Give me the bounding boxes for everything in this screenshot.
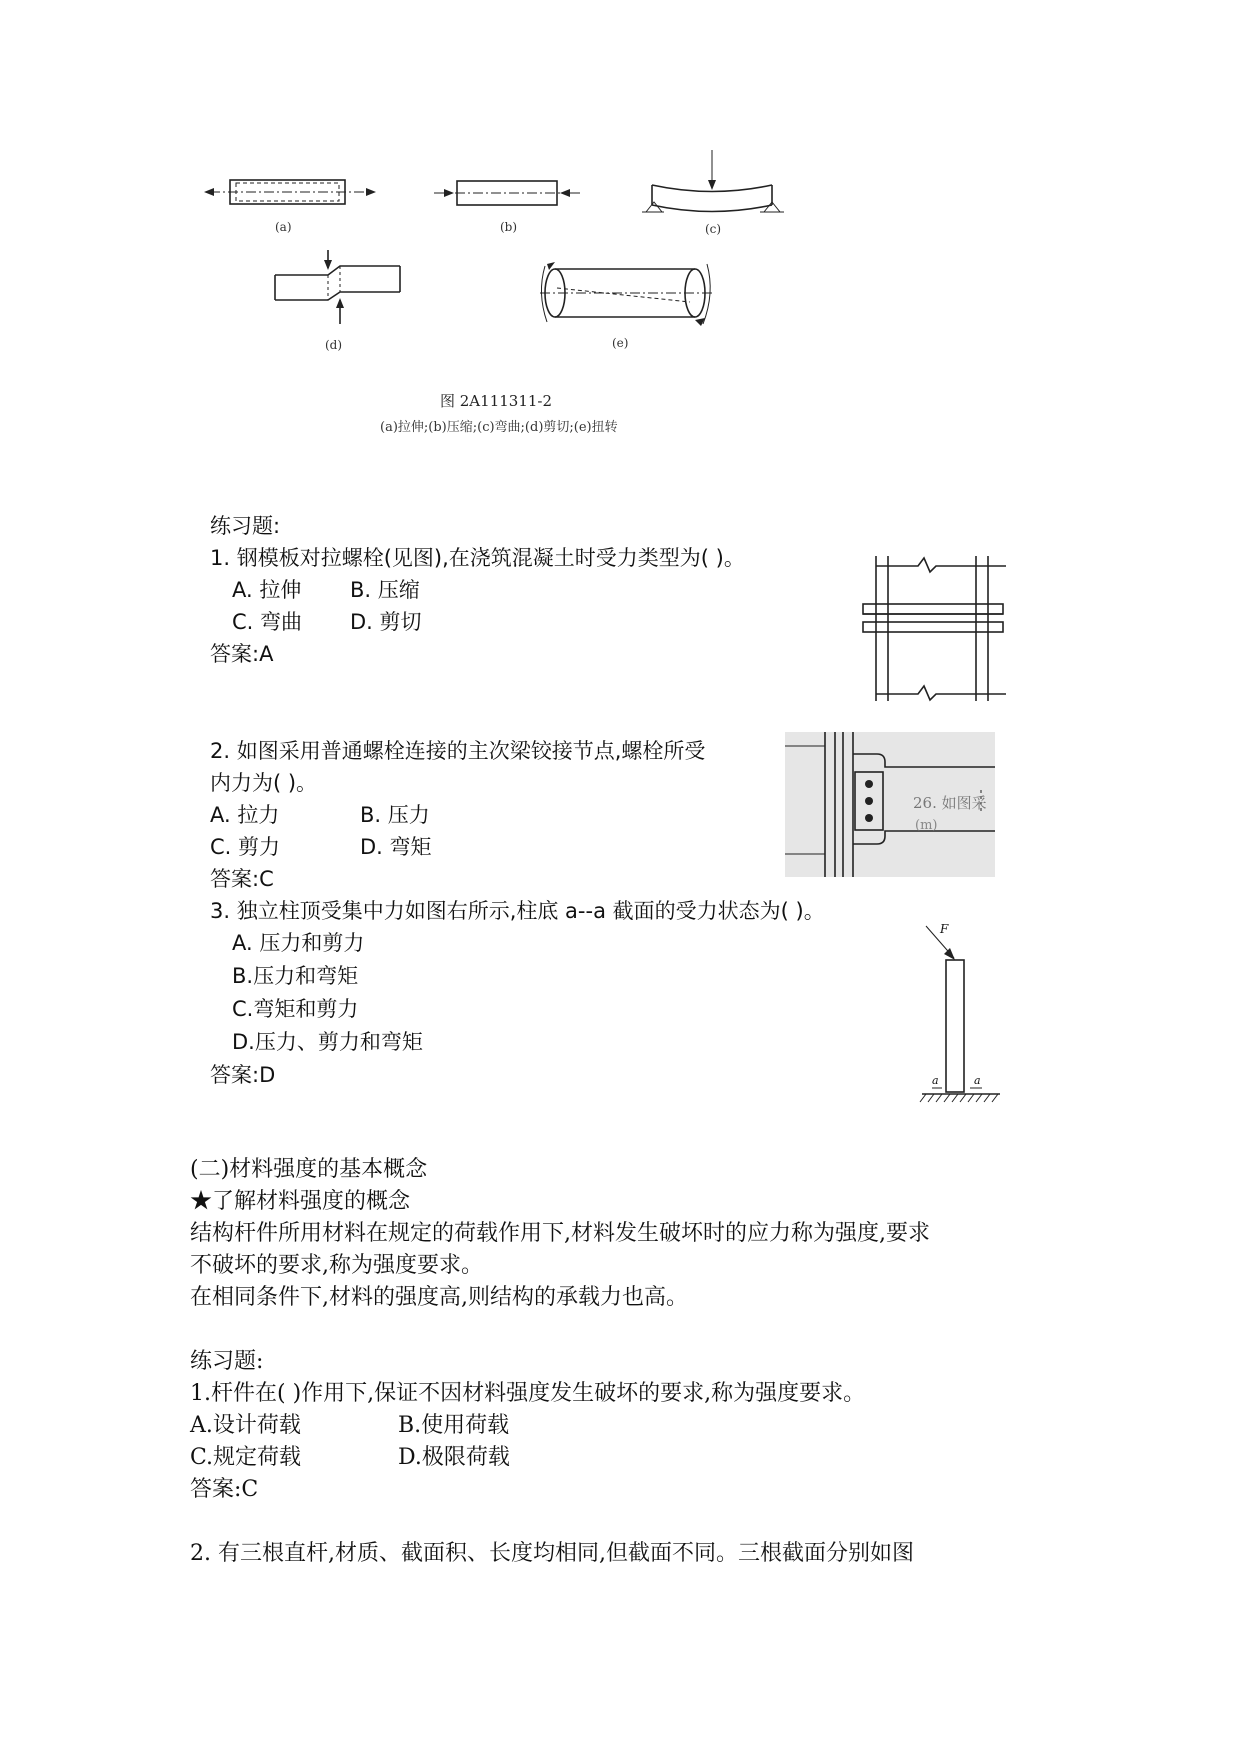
q1-answer: 答案:A (210, 642, 274, 666)
q2-option-a: A. 拉力 (210, 803, 280, 827)
q3-option-d: D.压力、剪力和弯矩 (232, 1030, 423, 1054)
q1-option-d: D. 剪切 (350, 610, 422, 634)
section2-q1-option-c: C.规定荷载 (190, 1445, 302, 1470)
formwork-bolt-figure (858, 556, 1008, 706)
section2-q1-text: 1.杆件在( )作用下,保证不因材料强度发生破坏的要求,称为强度要求。 (190, 1381, 866, 1406)
q3-option-a: A. 压力和剪力 (232, 931, 365, 955)
compression-sketch (432, 150, 582, 220)
column-figure (920, 910, 1020, 1110)
section-mark-right: a (974, 1074, 981, 1087)
section2-q1-option-d: D.极限荷载 (398, 1445, 510, 1470)
photo-overlay-unit: (m) (915, 818, 938, 833)
q2-option-c: C. 剪力 (210, 835, 281, 859)
label-d: (d) (325, 338, 343, 352)
exercise-heading: 练习题: (210, 514, 281, 538)
q2-option-b: B. 压力 (360, 803, 430, 827)
section2-q1-option-a: A.设计荷载 (190, 1413, 301, 1438)
label-a: (a) (275, 220, 292, 234)
section-mark-left: a (932, 1074, 939, 1087)
section2-star-heading: ★了解材料强度的概念 (190, 1189, 411, 1214)
label-b: (b) (500, 220, 518, 234)
section2-paragraph-1b: 不破坏的要求,称为强度要求。 (190, 1253, 483, 1278)
label-e: (e) (612, 336, 629, 350)
figure-subcaption: (a)拉伸;(b)压缩;(c)弯曲;(d)剪切;(e)扭转 (380, 420, 618, 435)
deformation-figure (200, 150, 840, 490)
q1-option-a: A. 拉伸 (232, 578, 302, 602)
q3-option-b: B.压力和弯矩 (232, 964, 359, 988)
q2-option-d: D. 弯矩 (360, 835, 432, 859)
shear-sketch (270, 250, 410, 340)
photo-overlay-text: 26. 如图采 (913, 794, 987, 812)
q2-text-line2: 内力为( )。 (210, 771, 318, 795)
q1-option-b: B. 压缩 (350, 578, 420, 602)
q1-text: 1. 钢模板对拉螺栓(见图),在浇筑混凝土时受力类型为( )。 (210, 546, 745, 570)
section2-exercise-heading: 练习题: (190, 1349, 264, 1374)
q3-text: 3. 独立柱顶受集中力如图右所示,柱底 a--a 截面的受力状态为( )。 (210, 899, 825, 923)
figure-caption: 图 2A111311-2 (440, 392, 553, 410)
section2-paragraph-1a: 结构杆件所用材料在规定的荷载作用下,材料发生破坏时的应力称为强度,要求 (190, 1221, 930, 1246)
section2-q2-text: 2. 有三根直杆,材质、截面积、长度均相同,但截面不同。三根截面分别如图 (190, 1541, 914, 1566)
q1-option-c: C. 弯曲 (232, 610, 303, 634)
q2-answer: 答案:C (210, 867, 274, 891)
section2-q1-option-b: B.使用荷载 (398, 1413, 510, 1438)
q3-option-c: C.弯矩和剪力 (232, 997, 359, 1021)
force-label: F (940, 922, 949, 936)
label-c: (c) (705, 222, 722, 236)
beam-connection-photo (785, 732, 995, 877)
bending-sketch (640, 150, 790, 220)
tension-sketch (200, 150, 390, 220)
section2-title: (二)材料强度的基本概念 (190, 1157, 428, 1182)
section2-paragraph-2: 在相同条件下,材料的强度高,则结构的承载力也高。 (190, 1285, 688, 1310)
q2-text-line1: 2. 如图采用普通螺栓连接的主次梁铰接节点,螺栓所受 (210, 739, 706, 763)
section2-q1-answer: 答案:C (190, 1477, 259, 1502)
q3-answer: 答案:D (210, 1063, 276, 1087)
torsion-sketch (535, 258, 725, 338)
